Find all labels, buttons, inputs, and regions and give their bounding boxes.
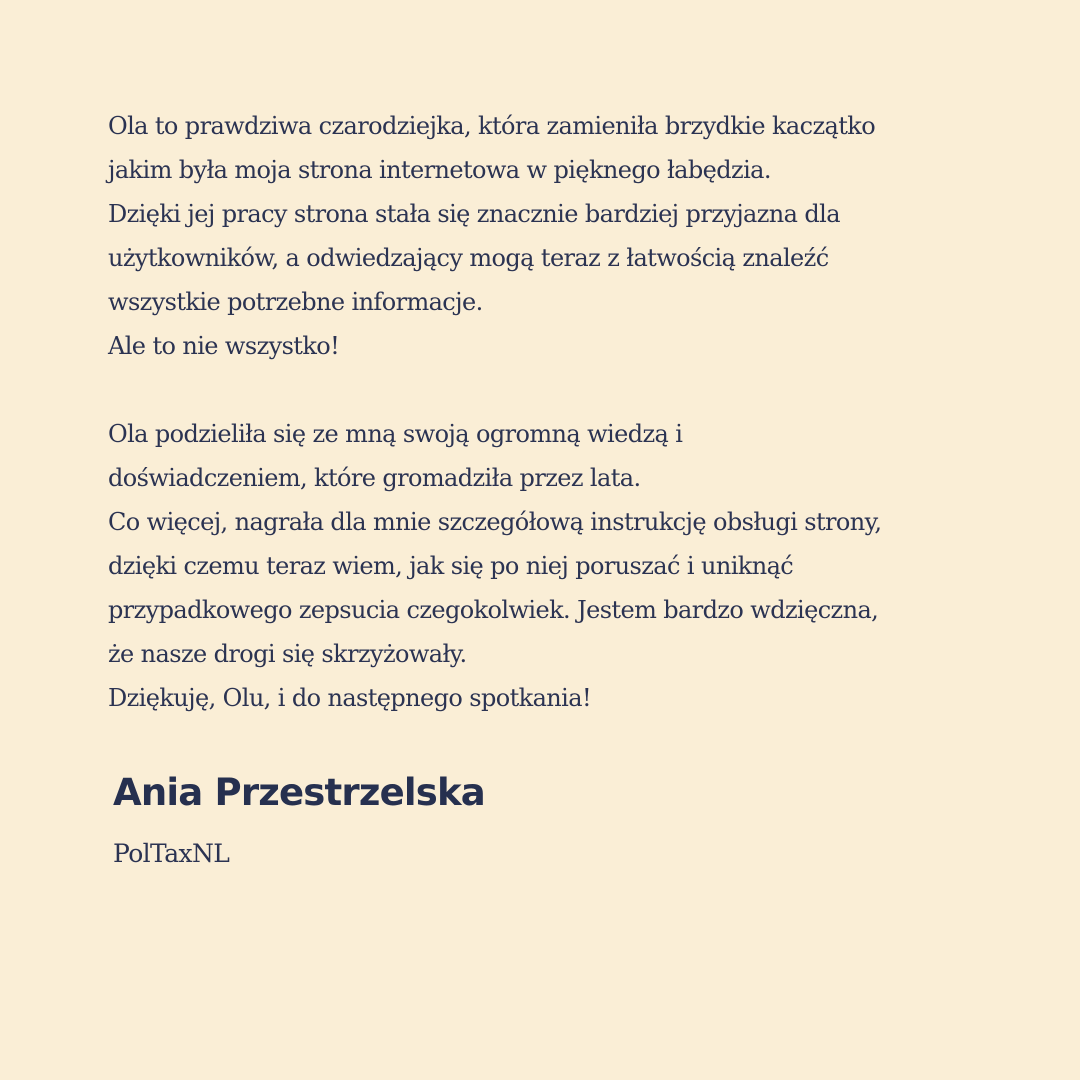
author-company: PolTaxNL: [113, 839, 230, 868]
testimonial-line: przypadkowego zepsucia czegokolwiek. Jestem bardzo wdzięczna,: [108, 596, 879, 624]
testimonial-line: dzięki czemu teraz wiem, jak się po niej poruszać i uniknąć: [108, 552, 794, 580]
author-name: Ania Przestrzelska: [113, 771, 485, 814]
testimonial-line: Ola to prawdziwa czarodziejka, która zamieniła brzydkie kaczątko: [108, 112, 876, 140]
testimonial-line: użytkowników, a odwiedzający mogą teraz z łatwością znaleźć: [108, 244, 829, 272]
testimonial-line: doświadczeniem, które gromadziła przez lata.: [108, 464, 641, 492]
testimonial-text: [108, 104, 1008, 720]
testimonial-line: jakim była moja strona internetowa w pięknego łabędzia.: [108, 156, 771, 184]
testimonial-line: Ola podzieliła się ze mną swoją ogromną wiedzą i: [108, 420, 683, 448]
testimonial-line: Co więcej, nagrała dla mnie szczegółową instrukcję obsługi strony,: [108, 508, 882, 536]
paragraph-spacer: [108, 368, 1008, 412]
testimonial-line: Dzięki jej pracy strona stała się znacznie bardziej przyjazna dla: [108, 200, 840, 228]
testimonial-line: wszystkie potrzebne informacje.: [108, 288, 483, 316]
testimonial-line: Ale to nie wszystko!: [108, 332, 340, 360]
testimonial-line: Dziękuję, Olu, i do następnego spotkania!: [108, 684, 591, 712]
testimonial-line: że nasze drogi się skrzyżowały.: [108, 640, 467, 668]
